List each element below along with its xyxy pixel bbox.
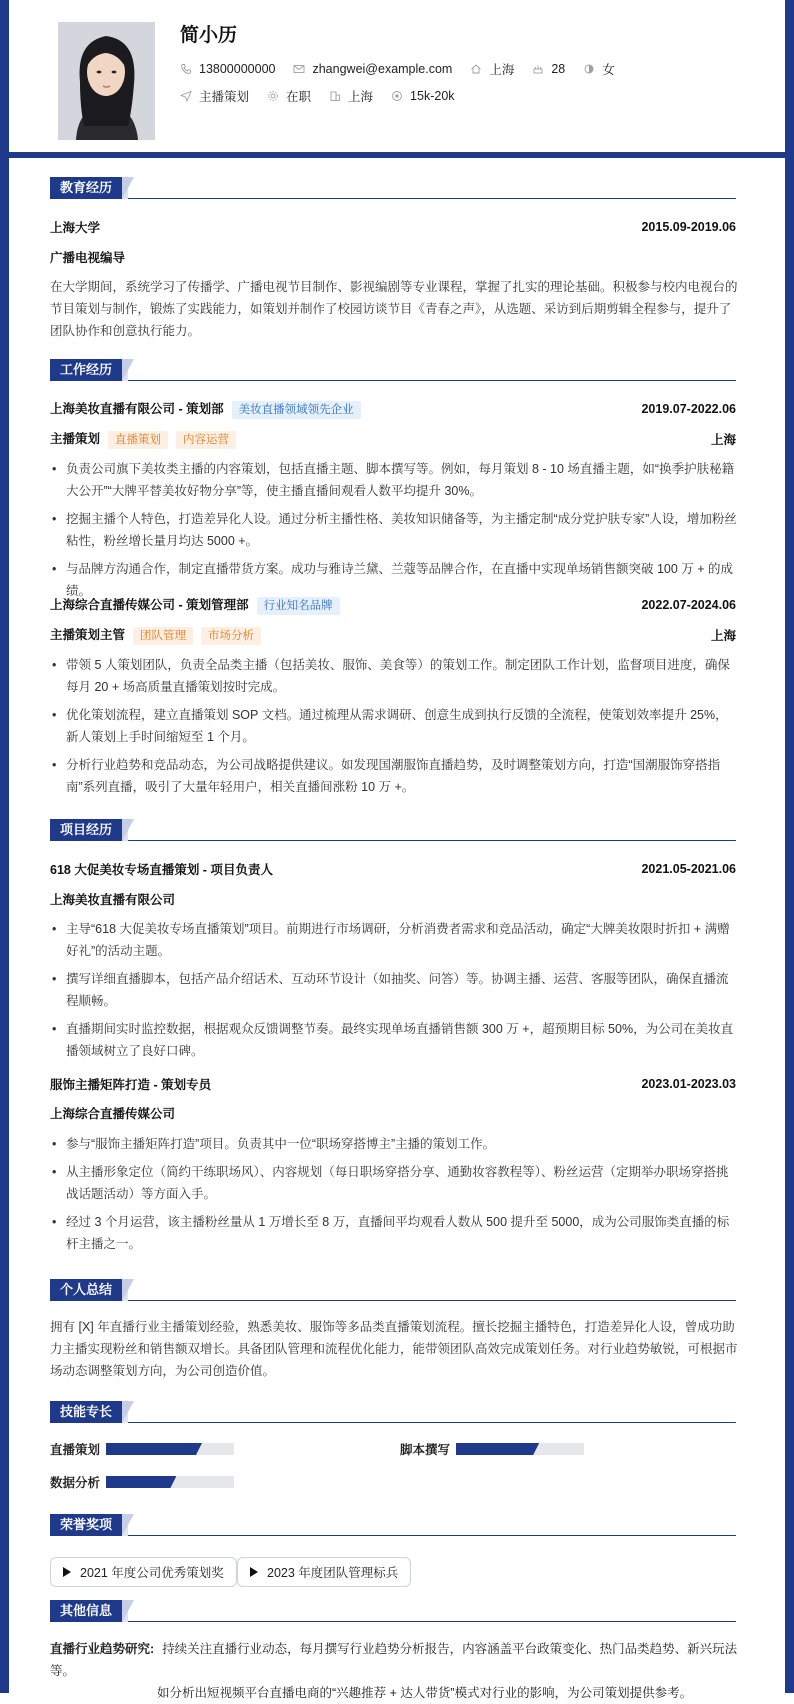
phone-icon	[180, 63, 192, 75]
project-2-header	[50, 1075, 736, 1093]
target-role-text: 主播策划	[199, 90, 250, 104]
target-city-text: 上海	[348, 90, 374, 104]
section-projects-header	[50, 819, 736, 841]
skill-bar-fill	[106, 1476, 176, 1488]
work-2-dates: 2022.07-2024.06	[641, 598, 736, 612]
work-1-bullets	[50, 458, 740, 608]
age-item	[532, 62, 565, 76]
work-1-company-tag: 美妆直播领域领先企业	[232, 401, 361, 419]
skill-name: 直播策划	[50, 1443, 101, 1457]
work-1-tag-1: 直播策划	[108, 431, 168, 449]
other-line-2: 如分析出短视频平台直播电商的“兴趣推荐 + 达人带货”模式对行业的影响，为公司策划提供参考。	[157, 1686, 693, 1700]
skill-bar-track	[456, 1443, 584, 1455]
mail-icon	[293, 63, 305, 75]
project-1-org-row	[50, 890, 736, 908]
list-item: • 主导“618 大促美妆专场直播策划”项目。前期进行市场调研，分析消费者需求和竞品活动，确定“大牌美妆限时折扣 + 满赠好礼”的活动主题。	[50, 918, 740, 962]
skill-item	[50, 1440, 100, 1458]
contact-row	[180, 60, 633, 78]
list-item: • 带领 5 人策划团队，负责全品类主播（包括美妆、服饰、美食等）的策划工作。制定团队工作计划，监督项目进度，确保每月 20 + 场高质量直播策划按时完成。	[50, 654, 740, 698]
list-item: • 从主播形象定位（简约干练职场风）、内容规划（每日职场穿搭分享、通勤妆容教程等）、粉丝运营（定期举办职场穿搭挑战话题活动）等方面入手。	[50, 1161, 740, 1205]
work-2-title: 主播策划主管	[50, 628, 126, 642]
section-awards-title: 荣誉奖项	[50, 1514, 122, 1536]
skill-bar-track	[106, 1443, 234, 1455]
candidate-name: 简小历	[180, 25, 238, 46]
education-major-row	[50, 248, 736, 266]
gender-text: 女	[602, 63, 615, 77]
project-2-dates: 2023.01-2023.03	[641, 1077, 736, 1091]
list-item: • 与品牌方沟通合作，制定直播带货方案。成功与雅诗兰黛、兰蔻等品牌合作，在直播中实现单场销售额突破 100 万 + 的成绩。	[50, 558, 740, 602]
salary-text: 15k-20k	[410, 89, 455, 103]
education-school: 上海大学	[50, 221, 101, 235]
section-education-title: 教育经历	[50, 177, 122, 199]
play-icon	[250, 1567, 258, 1577]
gender-icon	[583, 63, 595, 75]
section-work-title: 工作经历	[50, 359, 122, 381]
intent-row	[180, 87, 473, 105]
location-text: 上海	[489, 63, 515, 77]
coin-icon	[391, 90, 403, 102]
project-2-bullets	[50, 1133, 740, 1261]
play-icon	[63, 1567, 71, 1577]
project-2-org-row	[50, 1104, 736, 1122]
list-item: • 撰写详细直播脚本，包括产品介绍话术、互动环节设计（如抽奖、问答）等。协调主播、运营、客服等团队，确保直播流程顺畅。	[50, 968, 740, 1012]
project-1-org: 上海美妆直播有限公司	[50, 893, 176, 907]
project-1-bullets	[50, 918, 740, 1068]
section-awards-header	[50, 1514, 736, 1536]
cake-icon	[532, 63, 544, 75]
email-text: zhangwei@example.com	[312, 62, 453, 76]
section-other-header	[50, 1600, 736, 1622]
work-2-tag-2: 市场分析	[201, 627, 261, 645]
portrait-image	[58, 22, 155, 140]
work-1-city: 上海	[710, 433, 736, 447]
education-major: 广播电视编导	[50, 251, 126, 265]
work-2-tag-1: 团队管理	[133, 627, 193, 645]
list-item: • 直播期间实时监控数据，根据观众反馈调整节奏。最终实现单场直播销售额 300 万 +，超预期目标 50%，为公司在美妆直播领域树立了良好口碑。	[50, 1018, 740, 1062]
work-2-city: 上海	[710, 629, 736, 643]
skill-bar-fill	[106, 1443, 202, 1455]
frame-left-border	[0, 0, 9, 1693]
target-role-item	[180, 87, 249, 105]
skill-item	[50, 1473, 100, 1491]
gear-icon	[267, 90, 279, 102]
work-1-company: 上海美妆直播有限公司 - 策划部	[50, 402, 224, 416]
list-item: • 分析行业趋势和竞品动态，为公司战略提供建议。如发现国潮服饰直播趋势，及时调整策划方向，打造“国潮服饰穿搭指南”系列直播，吸引了大量年轻用户，相关直播间涨粉 10 万 +。	[50, 754, 740, 798]
work-2-company: 上海综合直播传媒公司 - 策划管理部	[50, 598, 249, 612]
gender-item	[583, 60, 615, 78]
education-description: 在大学期间，系统学习了传播学、广播电视节目制作、影视编剧等专业课程，掌握了扎实的理论基础。积极参与校内电视台的节目策划与制作，锻炼了实践能力，如策划并制作了校园访谈节目《青春之声》，从选题、采访到后期剪辑全程参与，提升了团队协作和创意执行能力。	[50, 280, 738, 338]
other-info	[50, 1638, 740, 1704]
list-item: • 优化策划流程，建立直播策划 SOP 文档。通过梳理从需求调研、创意生成到执行反馈的全流程，使策划效率提升 25%，新人策划上手时间缩短至 1 个月。	[50, 704, 740, 748]
skill-name: 数据分析	[50, 1476, 101, 1490]
section-work-header	[50, 359, 736, 381]
avatar-photo	[58, 22, 155, 140]
section-other-title: 其他信息	[50, 1600, 122, 1622]
age-text: 28	[551, 62, 566, 76]
work-1-title: 主播策划	[50, 432, 101, 446]
work-2-role-row	[50, 625, 736, 645]
phone-item	[180, 62, 275, 76]
summary-text: 拥有 [X] 年直播行业主播策划经验，熟悉美妆、服饰等多品类直播策划流程。擅长挖掘主播特色，打造差异化人设，曾成功助力主播实现粉丝和销售额双增长。具备团队管理和流程优化能力，能带领团队高效完成策划任务。对行业趋势敏锐，可根据市场动态调整策划方向，为公司创造价值。	[50, 1320, 738, 1378]
project-2-org: 上海综合直播传媒公司	[50, 1107, 176, 1121]
work-2-bullets	[50, 654, 740, 804]
award-chip	[237, 1557, 411, 1587]
work-2-company-tag: 行业知名品牌	[257, 597, 340, 615]
award-chip	[50, 1557, 237, 1587]
email-item	[293, 62, 452, 76]
project-1-header	[50, 860, 736, 878]
location-item	[470, 60, 514, 78]
target-city-item	[329, 87, 373, 105]
project-1-name: 618 大促美妆专场直播策划 - 项目负责人	[50, 863, 273, 877]
work-1-header	[50, 399, 736, 419]
send-icon	[180, 90, 192, 102]
other-label: 直播行业趋势研究:	[50, 1642, 155, 1656]
skill-name: 脚本撰写	[400, 1443, 451, 1457]
section-projects-title: 项目经历	[50, 819, 122, 841]
education-dates: 2015.09-2019.06	[641, 220, 736, 234]
award-label: 2021 年度公司优秀策划奖	[80, 1566, 224, 1580]
list-item: • 挖掘主播个人特色，打造差异化人设。通过分析主播性格、美妆知识储备等，为主播定制“成分党护肤专家”人设，增加粉丝粘性，粉丝增长量月均达 5000 +。	[50, 508, 740, 552]
phone-text: 13800000000	[199, 62, 276, 76]
home-icon	[470, 63, 482, 75]
work-1-dates: 2019.07-2022.06	[641, 402, 736, 416]
skill-item	[400, 1440, 450, 1458]
building-icon	[329, 90, 341, 102]
skill-bar-fill	[456, 1443, 539, 1455]
list-item: • 负责公司旗下美妆类主播的内容策划，包括直播主题、脚本撰写等。例如，每月策划 8 - 10 场直播主题，如“换季护肤秘籍大公开”“大牌平替美妆好物分享”等，使主播直播间观看人数平均提升 30%。	[50, 458, 740, 502]
section-education-header	[50, 177, 736, 199]
section-skills-header	[50, 1401, 736, 1423]
frame-right-border	[785, 0, 794, 1693]
section-summary-header	[50, 1279, 736, 1301]
award-label: 2023 年度团队管理标兵	[267, 1566, 399, 1580]
status-text: 在职	[286, 90, 312, 104]
status-item	[267, 87, 311, 105]
list-item: • 经过 3 个月运营，该主播粉丝量从 1 万增长至 8 万，直播间平均观看人数从 500 提升至 5000，成为公司服饰类直播的标杆主播之一。	[50, 1211, 740, 1255]
project-1-dates: 2021.05-2021.06	[641, 862, 736, 876]
work-2-header	[50, 595, 736, 615]
other-line-1: 持续关注直播行业动态，每月撰写行业趋势分析报告，内容涵盖平台政策变化、热门品类趋势、新兴玩法等。	[50, 1642, 738, 1678]
work-1-role-row	[50, 429, 736, 449]
education-row	[50, 218, 736, 236]
salary-item	[391, 89, 454, 103]
skill-bar-track	[106, 1476, 234, 1488]
section-summary-title: 个人总结	[50, 1279, 122, 1301]
work-1-tag-2: 内容运营	[176, 431, 236, 449]
list-item: • 参与“服饰主播矩阵打造”项目。负责其中一位“职场穿搭博主”主播的策划工作。	[50, 1133, 740, 1155]
project-2-name: 服饰主播矩阵打造 - 策划专员	[50, 1078, 212, 1092]
section-skills-title: 技能专长	[50, 1401, 122, 1423]
